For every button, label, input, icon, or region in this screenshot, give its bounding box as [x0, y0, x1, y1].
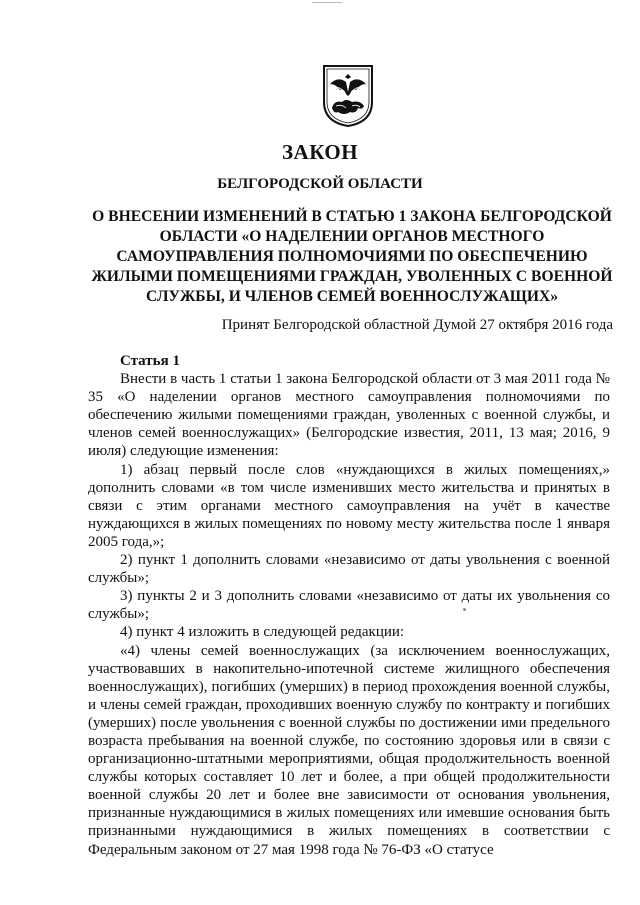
- list-item: 3) пункты 2 и 3 дополнить словами «независимо от даты их увольнения со службы»;: [88, 588, 610, 623]
- article-title: Статья 1: [120, 353, 180, 369]
- paragraph: Внести в часть 1 статьи 1 закона Белгородской области от 3 мая 2011 года № 35 «О наделении органов местного самоуправления полномочиями по обеспечению жилыми помещениями граждан, уволенных с военной службы, и членов семей военнослужащих» (Белгородские известия, 2011, 13 мая; 2016, 9 июля) следующие изменения:: [88, 371, 610, 460]
- adoption-line: Принят Белгородской областной Думой 27 октября 2016 года: [221, 317, 613, 333]
- coat-of-arms-icon: [322, 64, 374, 128]
- law-heading: О ВНЕСЕНИИ ИЗМЕНЕНИЙ В СТАТЬЮ 1 ЗАКОНА БЕЛГОРОДСКОЙ ОБЛАСТИ «О НАДЕЛЕНИИ ОРГАНОВ МЕСТНОГО САМОУПРАВЛЕНИЯ ПОЛНОМОЧИЯМИ ПО ОБЕСПЕЧЕНИЮ ЖИЛЫМИ ПОМЕЩЕНИЯМИ ГРАЖДАН, УВОЛЕННЫХ С ВОЕННОЙ СЛУЖБЫ, И ЧЛЕНОВ СЕМЕЙ ВОЕННОСЛУЖАЩИХ»: [91, 208, 613, 305]
- document-title: ЗАКОН: [281, 140, 359, 164]
- list-item: 2) пункт 1 дополнить словами «независимо от даты увольнения с военной службы»;: [88, 552, 610, 587]
- list-item: 4) пункт 4 изложить в следующей редакции:: [120, 624, 405, 641]
- document-body: [88, 352, 610, 859]
- scan-artifact: [312, 2, 342, 3]
- document-subtitle: БЕЛГОРОДСКОЙ ОБЛАСТИ: [217, 176, 423, 192]
- quoted-paragraph: «4) члены семей военнослужащих (за исключением военнослужащих, участвовавших в накопительно-ипотечной системе жилищного обеспечения военнослужащих), погибших (умерших) в период прохождения военной службы, и члены семей граждан, проходивших военную службу по контракту и погибших (умерших) после увольнения с военной службы по достижении ими предельного возраста пребывания на военной службе, по состоянию здоровья или в связи с организационно-штатными мероприятиями, общая продолжительность военной службы которых составляет 10 лет и более, а при общей продолжительности военной службы 20 лет и более вне зависимости от основания увольнения, признанные нуждающимися в жилых помещениях или имевшие основания быть признанными нуждающимися в жилых помещениях в соответствии с Федеральным законом от 27 мая 1998 года № 76-ФЗ «О статусе: [88, 642, 610, 858]
- list-item: 1) абзац первый после слов «нуждающихся в жилых помещениях,» дополнить словами «в том числе изменивших место жительства и принятых в связи с этим органами местного самоуправления на учёт в качестве нуждающихся в жилых помещениях по новому месту жительства после 1 января 2005 года,»;: [88, 461, 610, 550]
- scan-artifact: [463, 608, 466, 611]
